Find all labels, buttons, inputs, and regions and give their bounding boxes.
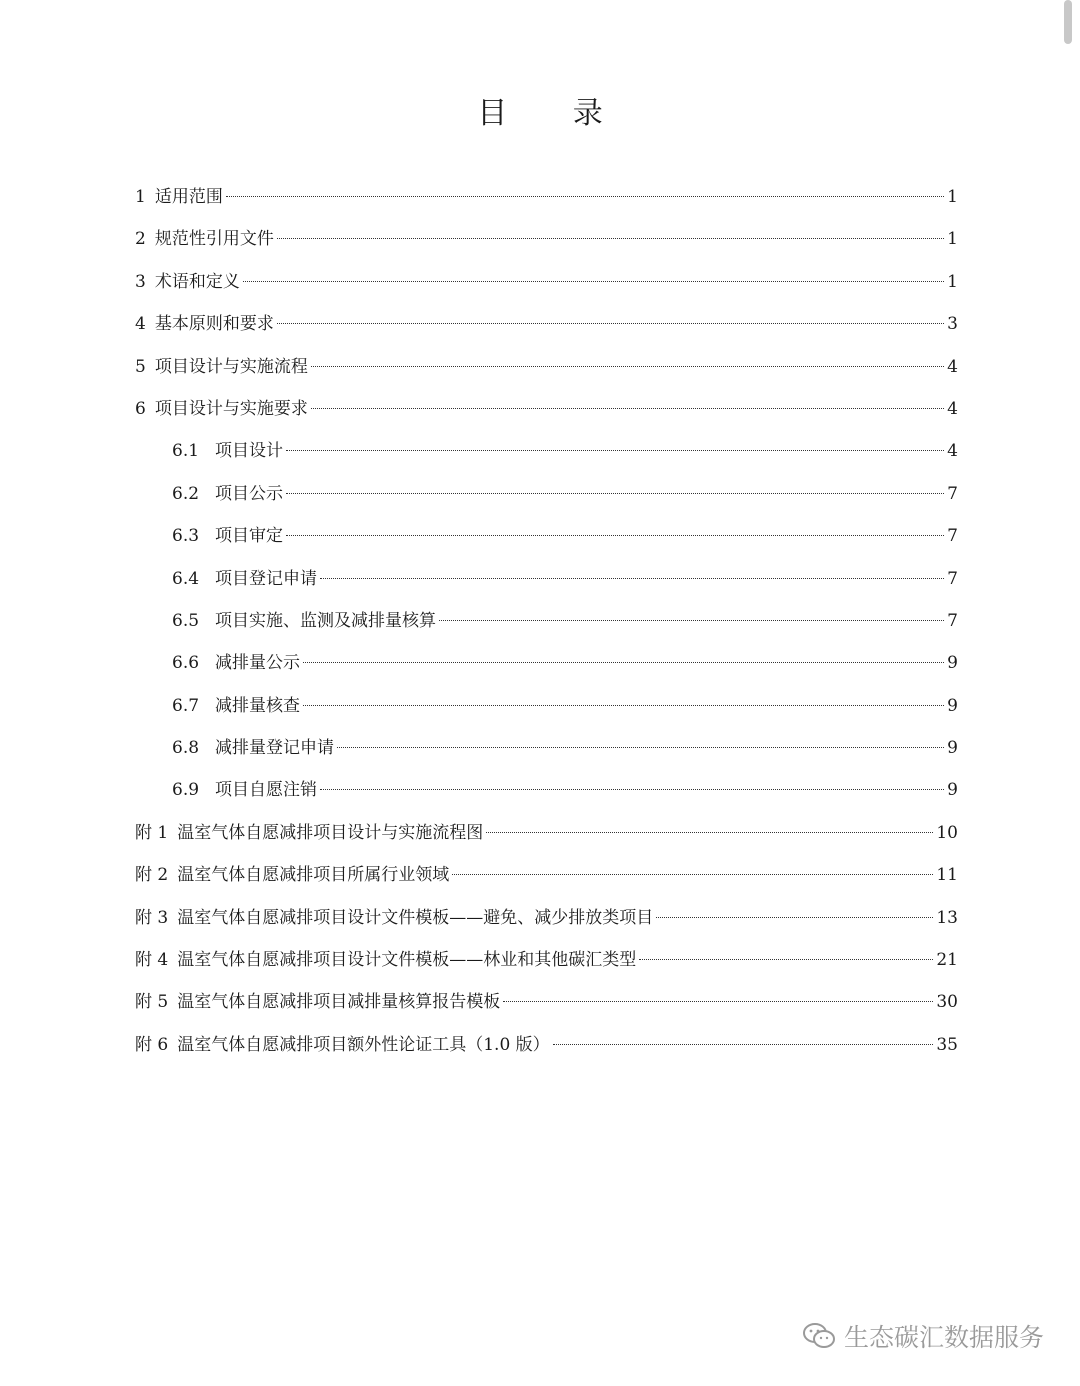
toc-entry-page: 3 [947, 314, 958, 335]
toc-entry-page: 10 [936, 822, 958, 843]
toc-entry-title: 项目登记申请 [215, 568, 317, 589]
toc-entry-title: 项目实施、监测及减排量核算 [215, 610, 436, 631]
toc-entry[interactable] [135, 303, 958, 345]
scrollbar[interactable] [1064, 0, 1072, 44]
toc-entry-page: 4 [947, 398, 958, 419]
toc-entry-number: 附 6 [135, 1034, 169, 1055]
toc-entry-number: 6.5 [172, 610, 200, 631]
toc-leader-dots [303, 705, 944, 706]
toc-entry-page: 1 [947, 229, 958, 250]
toc-entry-number: 附 2 [135, 865, 169, 886]
toc-entry[interactable] [135, 388, 958, 430]
toc-entry-number: 3 [135, 271, 146, 292]
toc-entry[interactable] [135, 515, 958, 557]
toc-entry[interactable] [135, 346, 958, 388]
toc-entry-number: 2 [135, 229, 146, 250]
toc-entry-page: 35 [936, 1034, 958, 1055]
toc-entry-page: 1 [947, 187, 958, 207]
page-title: 目 录 [477, 96, 631, 131]
toc-entry-page: 7 [947, 610, 958, 631]
toc-leader-dots [243, 281, 944, 282]
toc-leader-dots [503, 1001, 933, 1002]
toc-entry-number: 6.4 [172, 568, 200, 589]
toc-entry-number: 6.1 [172, 441, 200, 462]
toc-leader-dots [311, 366, 944, 367]
toc-entry-number: 6.8 [172, 738, 200, 759]
toc-entry-number: 附 1 [135, 822, 169, 843]
table-of-contents [135, 176, 958, 1066]
toc-entry[interactable] [135, 685, 958, 727]
toc-entry-number: 6.2 [172, 483, 200, 504]
toc-entry[interactable] [135, 176, 958, 218]
toc-entry-title: 基本原则和要求 [154, 314, 274, 335]
toc-entry[interactable] [135, 261, 958, 303]
toc-entry-title: 温室气体自愿减排项目设计与实施流程图 [177, 822, 484, 843]
toc-entry[interactable] [135, 854, 958, 896]
toc-entry-page: 4 [947, 356, 958, 377]
toc-leader-dots [303, 662, 944, 663]
toc-entry[interactable] [135, 769, 958, 811]
toc-entry-page: 7 [947, 526, 958, 547]
toc-entry-page: 4 [947, 441, 958, 462]
toc-entry-title: 减排量登记申请 [215, 738, 334, 759]
toc-entry[interactable] [135, 430, 958, 472]
toc-entry-title: 温室气体自愿减排项目额外性论证工具（1.0 版） [177, 1034, 550, 1055]
toc-entry-title: 温室气体自愿减排项目设计文件模板——林业和其他碳汇类型 [177, 950, 637, 971]
toc-leader-dots [486, 832, 933, 833]
wechat-icon [802, 1321, 836, 1351]
toc-leader-dots [320, 789, 944, 790]
toc-entry-page: 9 [947, 695, 958, 716]
toc-entry-number: 6.9 [172, 780, 200, 801]
toc-entry-number: 6.3 [172, 526, 200, 547]
toc-entry-page: 13 [936, 907, 958, 928]
toc-entry-page: 9 [947, 653, 958, 674]
toc-entry-title: 温室气体自愿减排项目减排量核算报告模板 [177, 992, 501, 1013]
toc-entry-title: 减排量公示 [215, 653, 300, 674]
toc-entry-number: 6.6 [172, 653, 200, 674]
toc-entry-number: 4 [135, 314, 146, 335]
toc-entry-title: 项目自愿注销 [215, 780, 317, 801]
toc-entry-title: 减排量核查 [215, 695, 300, 716]
toc-leader-dots [439, 620, 944, 621]
toc-leader-dots [226, 196, 944, 197]
toc-entry-page: 9 [947, 738, 958, 759]
toc-entry-page: 9 [947, 780, 958, 801]
watermark-text: 生态碳汇数据服务 [843, 1323, 1044, 1352]
toc-entry[interactable] [135, 1024, 958, 1066]
toc-leader-dots [277, 238, 944, 239]
toc-entry[interactable] [135, 812, 958, 854]
toc-entry-title: 温室气体自愿减排项目设计文件模板——避免、减少排放类项目 [177, 907, 654, 928]
toc-entry-title: 项目审定 [215, 526, 283, 547]
toc-leader-dots [311, 408, 944, 409]
toc-entry[interactable] [135, 558, 958, 600]
toc-entry-title: 项目设计与实施流程 [154, 356, 308, 377]
toc-entry-title: 项目设计 [215, 441, 283, 462]
toc-entry-page: 7 [947, 568, 958, 589]
toc-entry-page: 11 [936, 865, 958, 886]
toc-leader-dots [286, 493, 944, 494]
toc-leader-dots [286, 450, 944, 451]
toc-leader-dots [277, 323, 944, 324]
toc-entry[interactable] [135, 600, 958, 642]
watermark [802, 1318, 1044, 1354]
toc-entry[interactable] [135, 897, 958, 939]
toc-entry-number: 附 3 [135, 907, 169, 928]
toc-leader-dots [337, 747, 944, 748]
toc-entry-number: 5 [135, 356, 146, 377]
toc-entry[interactable] [135, 981, 958, 1023]
toc-entry-title: 温室气体自愿减排项目所属行业领域 [177, 865, 450, 886]
toc-entry-page: 21 [936, 950, 958, 971]
toc-entry-title: 术语和定义 [154, 271, 240, 292]
toc-entry-title: 适用范围 [154, 187, 223, 207]
toc-entry-page: 1 [947, 271, 958, 292]
toc-leader-dots [320, 578, 944, 579]
toc-entry-number: 附 5 [135, 992, 169, 1013]
toc-leader-dots [286, 535, 944, 536]
toc-leader-dots [639, 959, 933, 960]
toc-entry-number: 6.7 [172, 695, 200, 716]
toc-entry-title: 规范性引用文件 [154, 229, 274, 250]
toc-entry[interactable] [135, 473, 958, 515]
toc-entry-page: 7 [947, 483, 958, 504]
toc-leader-dots [452, 874, 933, 875]
toc-entry-title: 项目公示 [215, 483, 283, 504]
toc-entry-page: 30 [936, 992, 958, 1013]
toc-entry[interactable] [135, 218, 958, 260]
toc-entry-number: 6 [135, 398, 146, 419]
toc-leader-dots [553, 1044, 934, 1045]
toc-entry-number: 附 4 [135, 950, 169, 971]
toc-entry[interactable] [135, 727, 958, 769]
toc-leader-dots [656, 917, 933, 918]
toc-entry[interactable] [135, 939, 958, 981]
toc-entry[interactable] [135, 642, 958, 684]
toc-entry-number: 1 [135, 187, 146, 207]
toc-entry-title: 项目设计与实施要求 [154, 398, 308, 419]
